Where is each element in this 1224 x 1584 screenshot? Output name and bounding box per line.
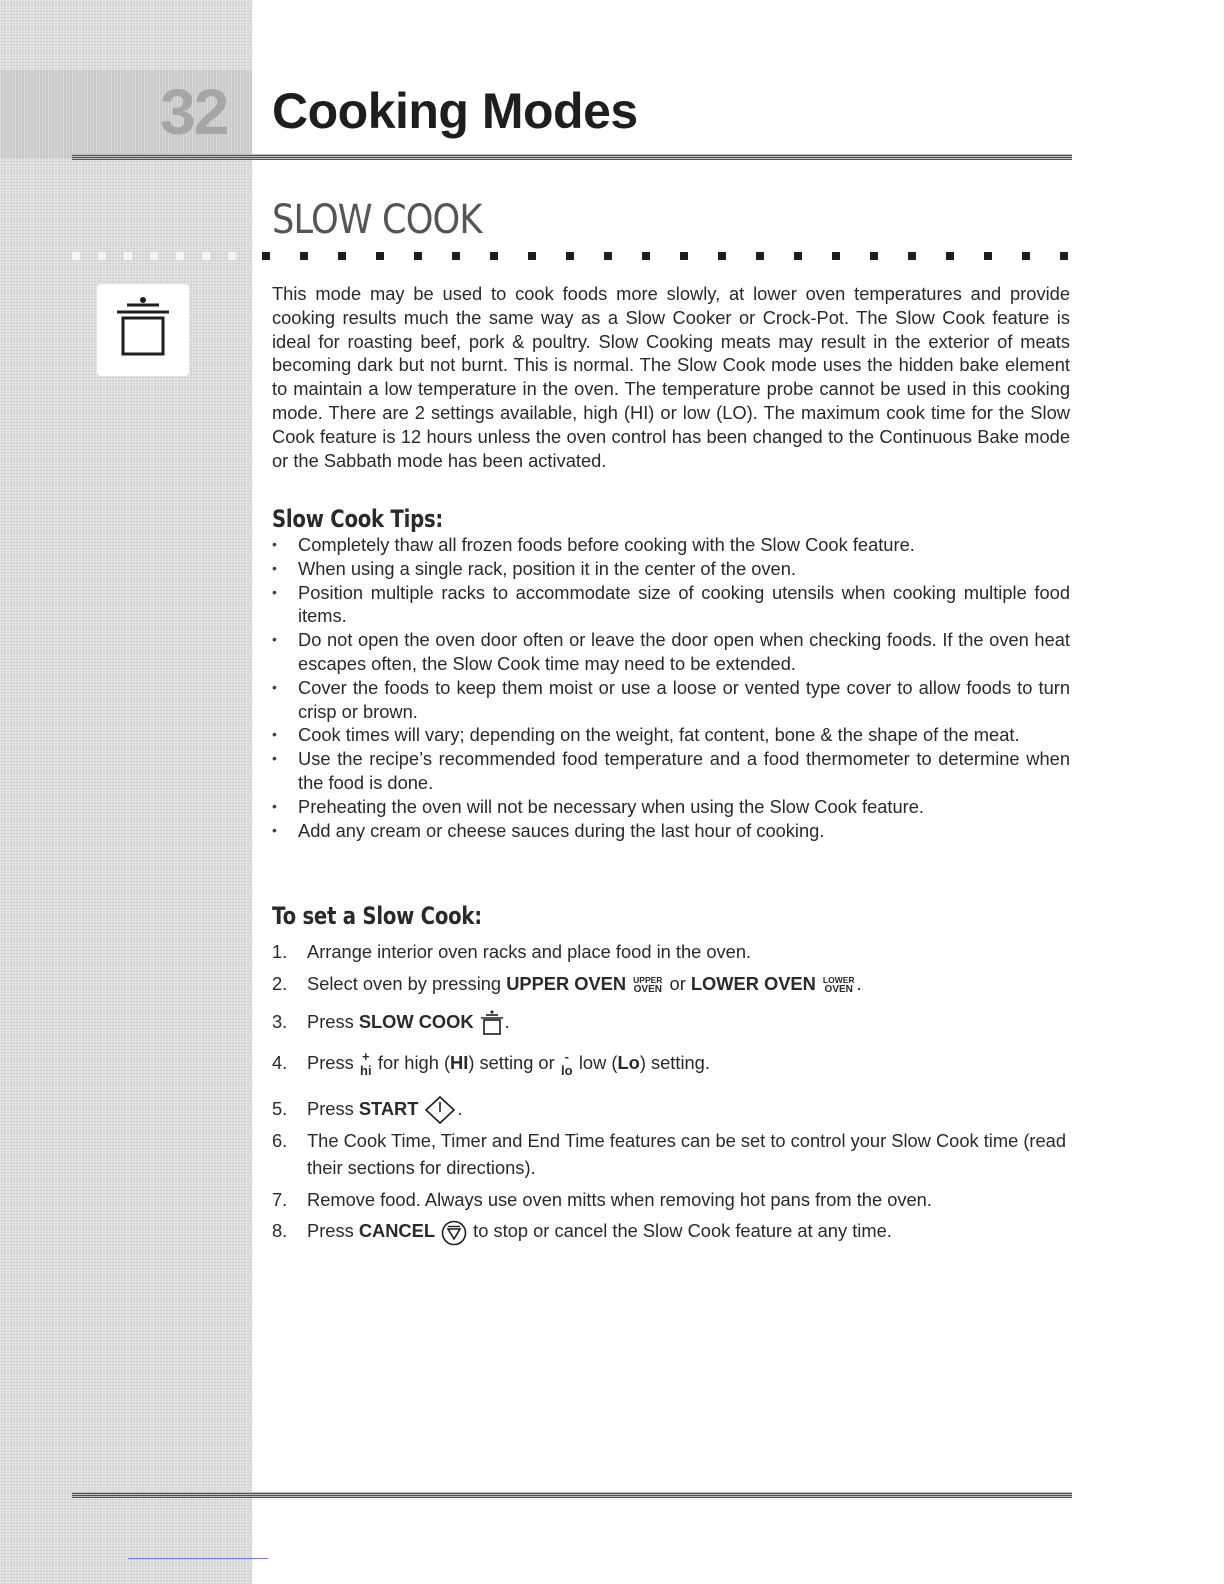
page-title: Cooking Modes (272, 83, 638, 139)
list-item: • Preheating the oven will not be necessary when using the Slow Cook feature. (272, 795, 1070, 819)
slow-cook-pot-icon (97, 284, 189, 376)
step-text: . (457, 1098, 463, 1120)
step-text: Press (307, 1098, 359, 1120)
cancel-circle-icon (440, 1219, 468, 1247)
sidebar-band (0, 0, 252, 1584)
list-item: • Add any cream or cheese sauces during the last hour of cooking. (272, 819, 1070, 843)
step-number: 3. (272, 1011, 288, 1032)
step-text: ) setting or (468, 1052, 560, 1074)
lower-oven-key-glyph: LOWER OVEN (822, 975, 855, 996)
step-text: Arrange interior oven racks and place food in the oven. (307, 941, 752, 962)
step-text: or (664, 973, 691, 994)
step-item (272, 1049, 1070, 1085)
step-text: Press (307, 1052, 359, 1074)
step-number: 2. (272, 973, 288, 994)
hi-label: HI (450, 1052, 469, 1074)
plus-hi-key-glyph: + hi (360, 1049, 372, 1079)
slow-cook-pot-icon (479, 1009, 505, 1037)
list-item: • Position multiple racks to accommodate size of cooking utensils when cooking multiple food items. (272, 581, 1070, 629)
steps-heading: To set a Slow Cook: (272, 902, 482, 930)
slow-cook-key-label: SLOW COOK (358, 1011, 474, 1032)
step-item (272, 1127, 1070, 1181)
slow-cook-mode-icon-box (97, 284, 189, 376)
list-item: • Do not open the oven door often or leave the door open when checking foods. If the oven heat escapes often, the Slow Cook time may need to be extended. (272, 628, 1070, 676)
upper-oven-key-glyph: UPPER OVEN (633, 975, 663, 996)
start-key-label: START (358, 1098, 419, 1120)
step-text: . (856, 973, 862, 994)
footer-rule (72, 1492, 1072, 1498)
list-item: • Cook times will vary; depending on the weight, fat content, bone & the shape of the meat. (272, 723, 1070, 747)
step-text: Remove food. Always use oven mitts when removing hot pans from the oven. (307, 1189, 932, 1211)
step-text: low ( (573, 1052, 618, 1074)
step-text: to stop or cancel the Slow Cook feature at any time. (468, 1220, 892, 1242)
cancel-key-label: CANCEL (358, 1220, 435, 1242)
list-item: • Use the recipe’s recommended food temperature and a food thermometer to determine when the food is done. (272, 747, 1070, 795)
minus-lo-key-glyph: - lo (561, 1049, 573, 1079)
step-number: 6. (272, 1130, 288, 1152)
start-diamond-icon (423, 1095, 457, 1125)
list-item: • When using a single rack, position it in the center of the oven. (272, 557, 1070, 581)
lo-label: Lo (617, 1052, 640, 1074)
step-item (272, 940, 1070, 964)
upper-oven-key-label: UPPER OVEN (506, 973, 627, 994)
list-item: • Completely thaw all frozen foods before cooking with the Slow Cook feature. (272, 533, 1070, 557)
section-title: SLOW COOK (272, 197, 482, 243)
step-text: The Cook Time, Timer and End Time features can be set to control your Slow Cook time (read their sections for directions). (307, 1130, 1067, 1179)
page-number: 32 (160, 76, 228, 148)
step-text: . (504, 1011, 510, 1032)
steps-list (272, 940, 1070, 1247)
step-text: for high ( (372, 1052, 451, 1074)
dotted-divider (72, 252, 1072, 260)
step-text: Press (307, 1011, 359, 1032)
divider-dots-main (262, 252, 1072, 260)
step-number: 4. (272, 1052, 288, 1074)
step-number: 8. (272, 1220, 288, 1242)
step-item (272, 971, 1070, 997)
bottom-link-underline (128, 1558, 268, 1559)
step-text: Select oven by pressing (307, 973, 507, 994)
step-text: ) setting. (639, 1052, 710, 1074)
tips-list (272, 533, 1070, 842)
divider-dots-sidebar (72, 252, 252, 260)
tips-heading: Slow Cook Tips: (272, 505, 444, 533)
step-number: 7. (272, 1189, 288, 1211)
intro-paragraph: This mode may be used to cook foods more slowly, at lower oven temperatures and provide cooking results much the same way as a Slow Cooker or Crock-Pot. The Slow Cook feature is ideal for roasting beef, pork & poultry. Slow Cooking meats may result in the exterior of meats becoming dark but not burnt. This is normal. The Slow Cook mode uses the hidden bake element to maintain a low temperature in the oven. The temperature probe cannot be used in this cooking mode. There are 2 settings available, high (HI) or low (LO). The maximum cook time for the Slow Cook feature is 12 hours unless the oven control has been changed to the Continuous Bake mode or the Sabbath mode has been activated. (272, 283, 1070, 471)
step-item (272, 1095, 1070, 1125)
lower-oven-key-label: LOWER OVEN (690, 973, 816, 994)
header-rule (72, 154, 1072, 160)
step-text: Press (307, 1220, 359, 1242)
step-item (272, 1186, 1070, 1213)
step-item (272, 1217, 1070, 1246)
step-number: 5. (272, 1098, 288, 1120)
list-item: • Cover the foods to keep them moist or use a loose or vented type cover to allow foods to turn crisp or brown. (272, 676, 1070, 724)
step-item (272, 1007, 1070, 1037)
step-number: 1. (272, 941, 288, 962)
